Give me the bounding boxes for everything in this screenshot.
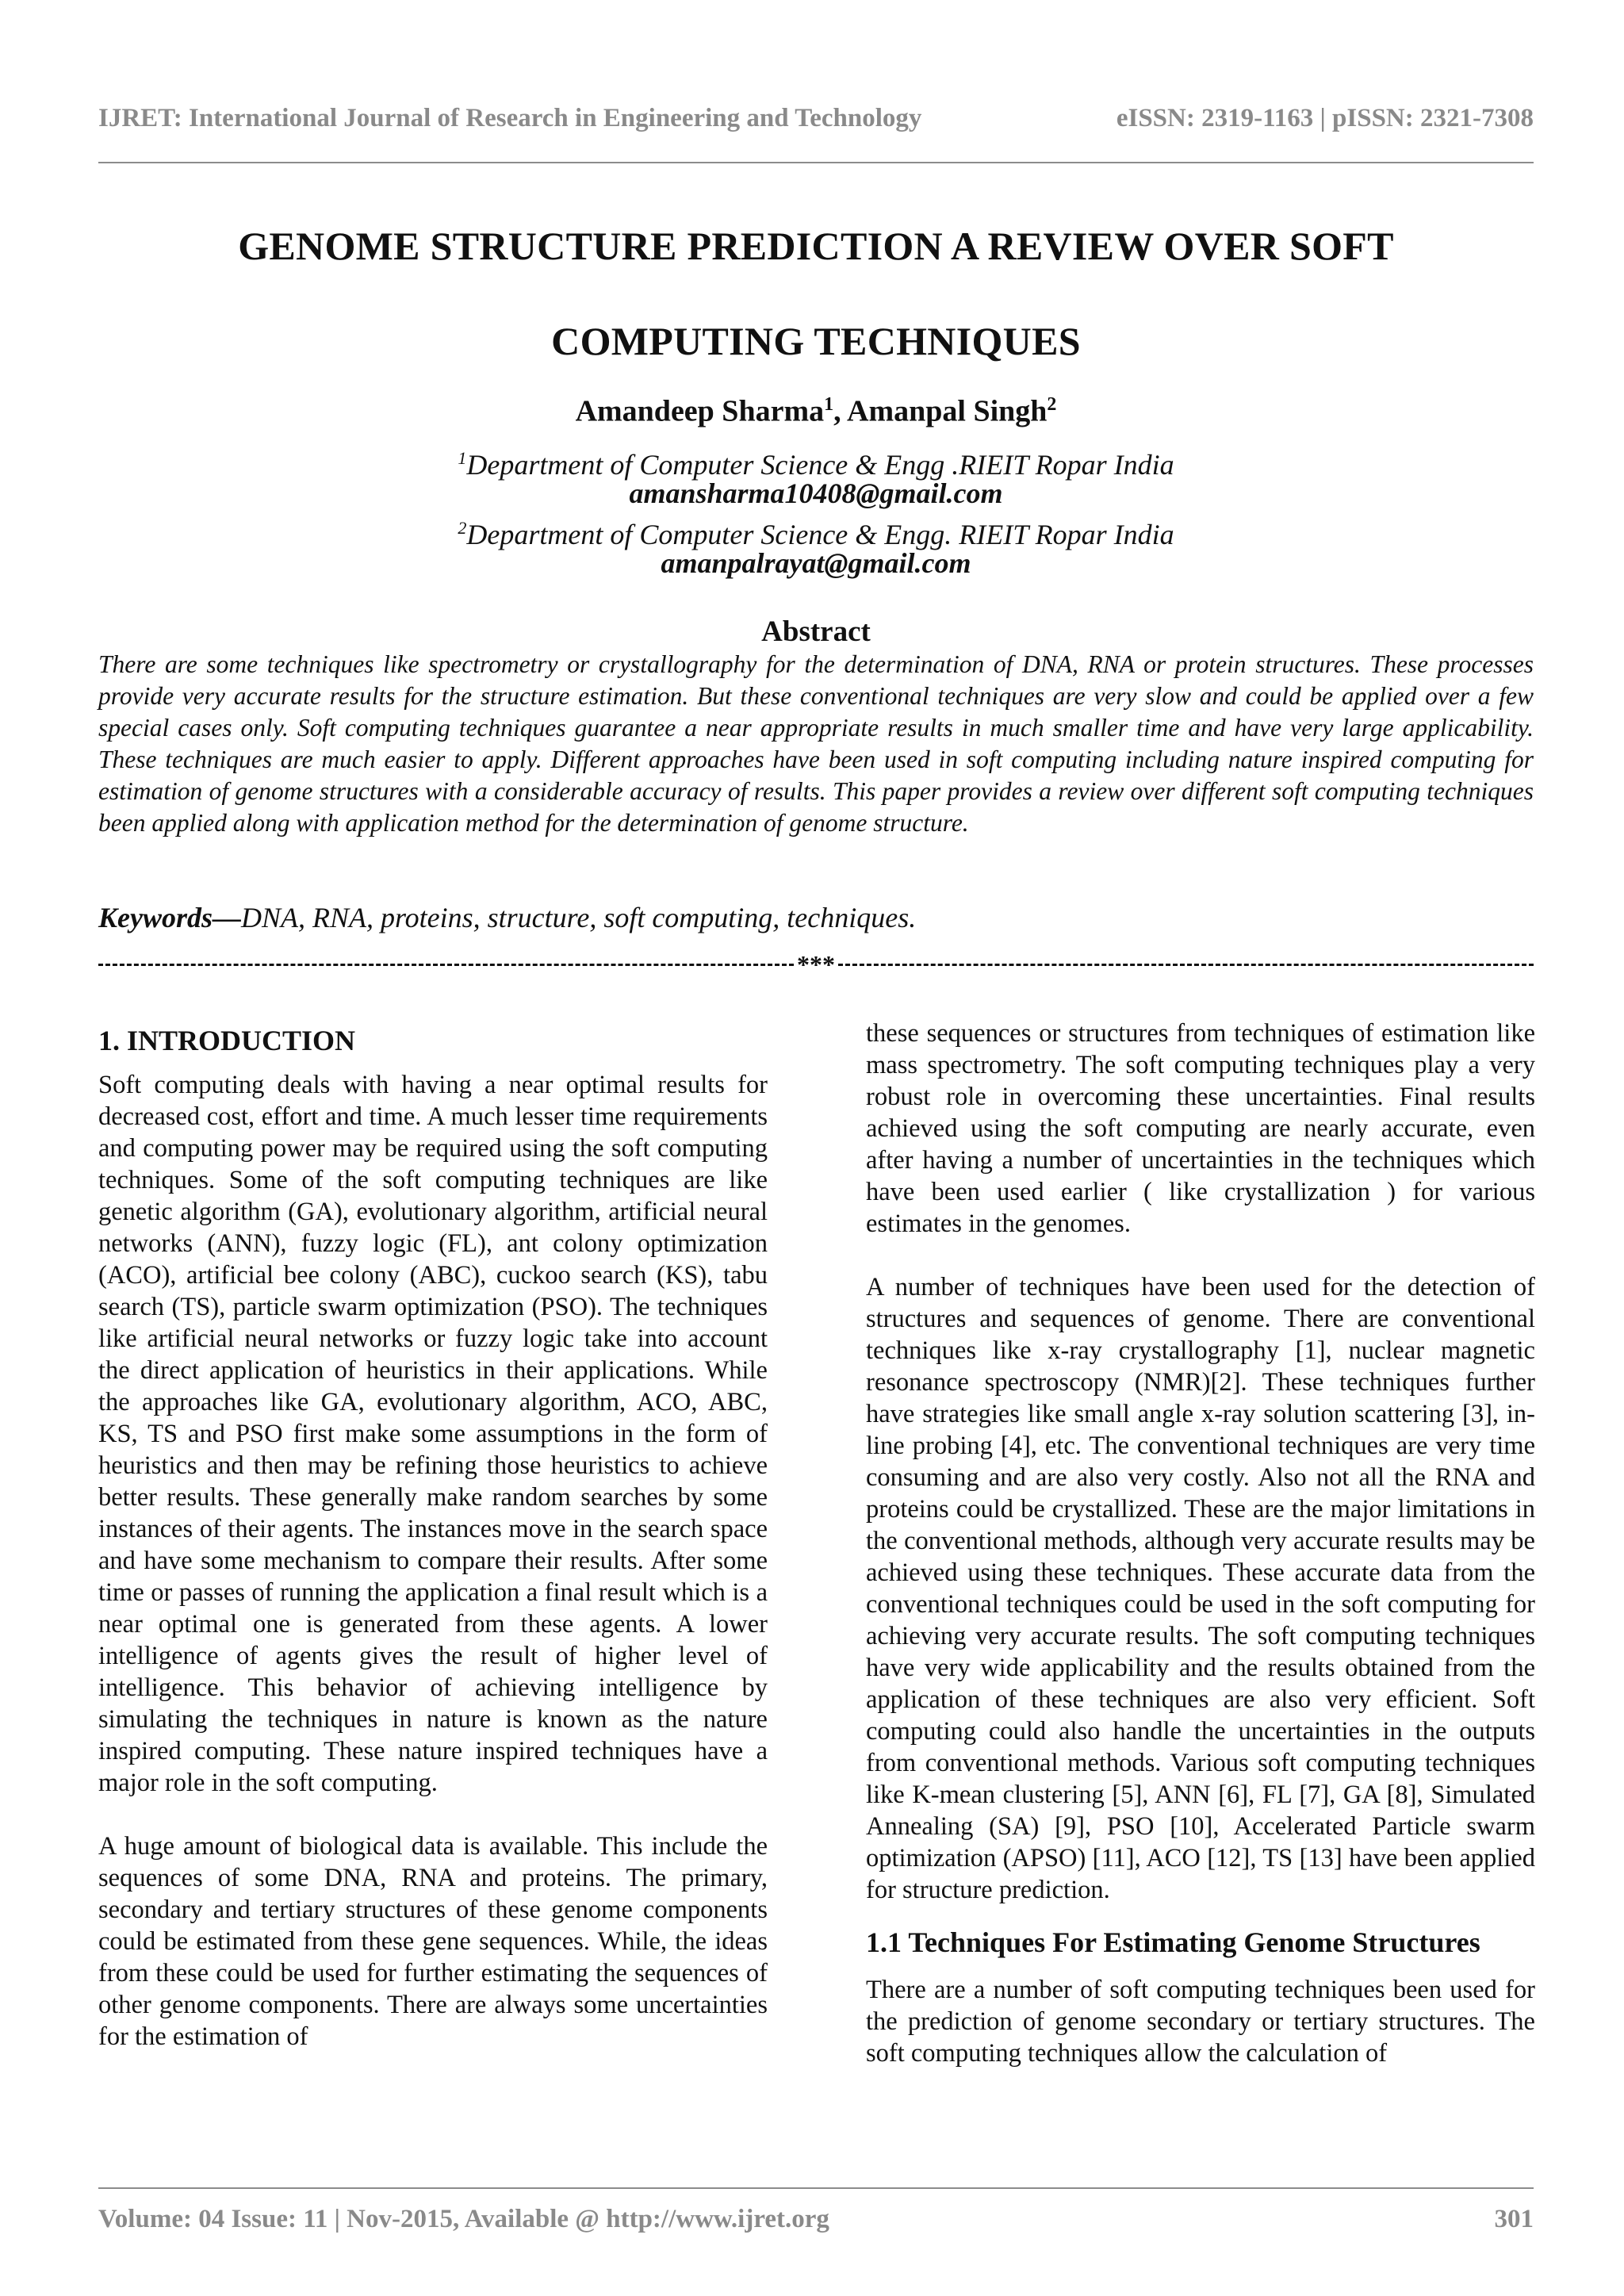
abstract-text: There are some techniques like spectrometry or crystallography for the determination of DNA, RNA or protein structures. These processes provide very accurate results for the structure estimation. But these conventional techniques are very slow and could be applied over a few special cases only. Soft computing techniques guarantee a near appropriate results in much smaller time and have very large applicability. These techniques are much easier to apply. Different approaches have been used in soft computing including nature inspired computing for estimation of genome structures with a considerable accuracy of results. This paper provides a review over different soft computing techniques been applied along with application method for the determination of genome structure. <box>98 650 1534 837</box>
footer-rule <box>98 2187 1534 2189</box>
paper-title <box>98 198 1534 389</box>
subsection-heading: 1.1 Techniques For Estimating Genome Structures <box>866 1926 1480 1958</box>
keywords-text: DNA, RNA, proteins, structure, soft computing, techniques. <box>241 902 917 933</box>
section-separator <box>98 950 1534 979</box>
affiliation-2-mark: 2 <box>458 518 467 538</box>
paragraph: these sequences or structures from techniques of estimation like mass spectrometry. The soft computing techniques play a very robust role in overcoming these uncertainties. Final results achieved using the soft computing are nearly accurate, even after having a number of uncertainties in the techniques which have been used earlier ( like crystallization ) for various estimates in the genomes. <box>866 1019 1535 1238</box>
author-separator: , <box>833 394 848 428</box>
page-number: 301 <box>1494 2204 1534 2233</box>
author-1: Amandeep Sharma <box>575 394 825 428</box>
affiliation-1-mark: 1 <box>458 448 467 468</box>
paragraph: A huge amount of biological data is available. This include the sequences of some DNA, RNA and proteins. The primary, secondary and tertiary structures of these genome components could be estimated from these gene sequences. While, the ideas from these could be used for further estimating the sequences of other genome components. There are always some uncertainties for the estimation of <box>98 1832 768 2051</box>
keywords <box>98 899 1534 937</box>
section-heading-introduction: 1. INTRODUCTION <box>98 1025 356 1056</box>
separator-dash-right <box>838 964 1534 966</box>
volume-info: Volume: 04 Issue: 11 | Nov-2015, Available @ http://www.ijret.org <box>98 2204 829 2233</box>
right-column <box>866 1018 1535 2069</box>
author-2: Amanpal Singh <box>847 394 1048 428</box>
running-footer <box>98 2199 1534 2239</box>
author-list <box>98 381 1534 435</box>
journal-name: IJRET: International Journal of Research in Engineering and Technology <box>98 103 922 132</box>
affiliation-1-text: Department of Computer Science & Engg .RIEIT Ropar India <box>466 449 1174 481</box>
keywords-label: Keywords— <box>98 902 241 933</box>
abstract-heading: Abstract <box>761 615 871 648</box>
email-2[interactable]: amanpalrayat@gmail.com <box>661 547 971 579</box>
author-2-affil-mark: 2 <box>1047 394 1057 415</box>
header-rule <box>98 162 1534 163</box>
separator-dash-left <box>98 964 794 966</box>
separator-stars: *** <box>797 950 835 979</box>
paragraph: There are a number of soft computing techniques been used for the prediction of genome secondary or tertiary structures. The soft computing techniques allow the calculation of <box>866 1976 1535 2068</box>
title-line-2: COMPUTING TECHNIQUES <box>551 319 1081 363</box>
affiliation-2-text: Department of Computer Science & Engg. RIEIT Ropar India <box>466 519 1174 550</box>
author-1-affil-mark: 1 <box>824 394 834 415</box>
title-line-1: GENOME STRUCTURE PREDICTION A REVIEW OVER SOFT <box>238 224 1394 268</box>
left-column <box>98 1022 768 2053</box>
paragraph: Soft computing deals with having a near optimal results for decreased cost, effort and time. A much lesser time requirements and computing power may be required using the soft computing techniques. Some of the soft computing techniques are like genetic algorithm (GA), evolutionary algorithm, artificial neural networks (ANN), fuzzy logic (FL), ant colony optimization (ACO), artificial bee colony (ABC), cuckoo search (KS), tabu search (TS), particle swarm optimization (PSO). The techniques like artificial neural networks or fuzzy logic take into account the direct application of heuristics in their applications. While the approaches like GA, evolutionary algorithm, ACO, ABC, KS, TS and PSO first make some assumptions in the form of heuristics and then may be refining those heuristics to achieve better results. These generally make random searches by some instances of their agents. The instances move in the search space and have some mechanism to compare their results. After some time or passes of running the application a final result which is a near optimal one is generated from these agents. A lower intelligence of agents gives the result of higher level of intelligence. This behavior of achieving intelligence by simulating the techniques in nature is known as the nature inspired computing. These nature inspired techniques have a major role in the soft computing. <box>98 1071 768 1797</box>
paragraph: A number of techniques have been used for the detection of structures and sequences of genome. There are conventional techniques like x-ray crystallography [1], nuclear magnetic resonance spectroscopy (NMR)[2]. These techniques further have strategies like small angle x-ray solution scattering [3], in-line probing [4], etc. The conventional techniques are very time consuming and are also very costly. Also not all the RNA and proteins could be crystallized. These are the major limitations in the conventional methods, although very accurate results may be achieved using these techniques. These accurate data from the conventional techniques could be used in the soft computing for achieving very accurate results. The soft computing techniques have very wide applicability and the results obtained from the application of these techniques are also very efficient. Soft computing could also handle the uncertainties in the outputs from conventional methods. Various soft computing techniques like K-mean clustering [5], ANN [6], FL [7], GA [8], Simulated Annealing (SA) [9], PSO [10], Accelerated Particle swarm optimization (APSO) [11], ACO [12], TS [13] have been applied for structure prediction. <box>866 1273 1535 1904</box>
issn: eISSN: 2319-1163 | pISSN: 2321-7308 <box>1116 103 1534 132</box>
running-header <box>98 98 1534 138</box>
email-1[interactable]: amansharma10408@gmail.com <box>629 477 1003 509</box>
